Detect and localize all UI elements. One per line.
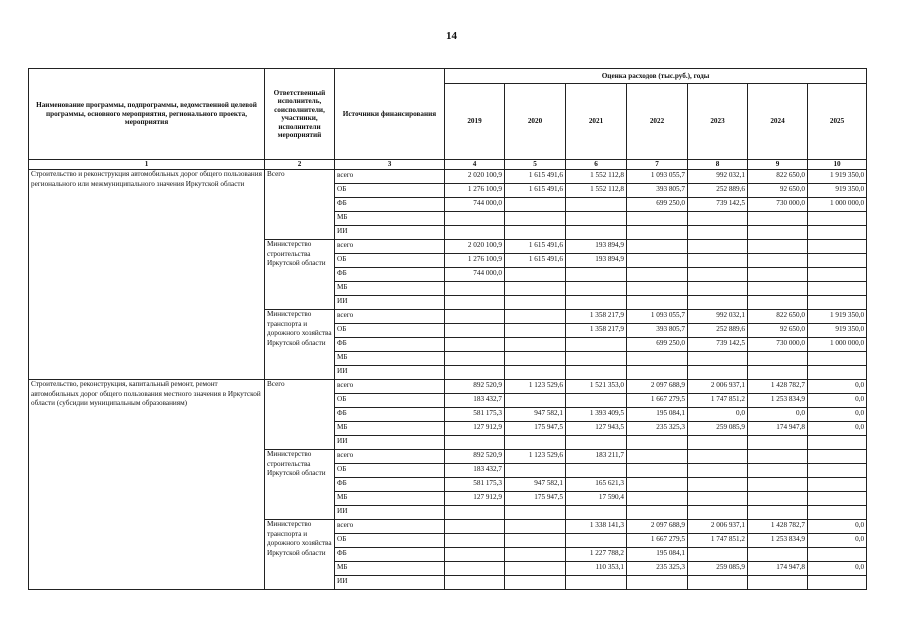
funding-source: ОБ	[335, 464, 445, 478]
amount-cell	[505, 464, 566, 478]
amount-cell: 1 521 353,0	[566, 380, 627, 394]
amount-cell	[808, 436, 867, 450]
funding-source: ОБ	[335, 324, 445, 338]
amount-cell	[505, 394, 566, 408]
funding-source: ФБ	[335, 268, 445, 282]
amount-cell: 1 667 279,5	[627, 534, 688, 548]
amount-cell	[627, 506, 688, 520]
amount-cell	[748, 352, 808, 366]
amount-cell: 1 615 491,6	[505, 170, 566, 184]
amount-cell	[445, 562, 505, 576]
amount-cell	[505, 352, 566, 366]
amount-cell	[748, 268, 808, 282]
amount-cell: 2 020 100,9	[445, 170, 505, 184]
funding-source: ФБ	[335, 548, 445, 562]
amount-cell: 1 393 409,5	[566, 408, 627, 422]
funding-source: всего	[335, 450, 445, 464]
amount-cell	[445, 520, 505, 534]
amount-cell	[808, 352, 867, 366]
column-index: 8	[688, 160, 748, 170]
page-number: 14	[446, 30, 457, 42]
amount-cell	[445, 324, 505, 338]
amount-cell	[808, 268, 867, 282]
header-year: 2025	[808, 84, 867, 160]
amount-cell	[505, 576, 566, 590]
amount-cell: 730 000,0	[748, 198, 808, 212]
amount-cell	[808, 450, 867, 464]
amount-cell: 252 889,6	[688, 184, 748, 198]
amount-cell: 0,0	[808, 534, 867, 548]
amount-cell: 992 032,1	[688, 170, 748, 184]
amount-cell: 175 947,5	[505, 492, 566, 506]
amount-cell	[748, 282, 808, 296]
amount-cell	[505, 282, 566, 296]
amount-cell: 699 250,0	[627, 338, 688, 352]
funding-source: всего	[335, 380, 445, 394]
amount-cell: 0,0	[808, 394, 867, 408]
amount-cell	[808, 576, 867, 590]
amount-cell	[445, 576, 505, 590]
amount-cell	[566, 352, 627, 366]
funding-source: ИИ	[335, 506, 445, 520]
amount-cell	[445, 226, 505, 240]
amount-cell: 744 000,0	[445, 268, 505, 282]
amount-cell	[748, 296, 808, 310]
funding-source: всего	[335, 170, 445, 184]
amount-cell	[566, 198, 627, 212]
amount-cell	[505, 534, 566, 548]
funding-source: ФБ	[335, 408, 445, 422]
amount-cell	[688, 506, 748, 520]
amount-cell	[627, 212, 688, 226]
amount-cell	[748, 450, 808, 464]
funding-source: ИИ	[335, 296, 445, 310]
table-row	[29, 380, 867, 394]
funding-source: ФБ	[335, 478, 445, 492]
amount-cell	[627, 282, 688, 296]
amount-cell: 1 747 851,2	[688, 394, 748, 408]
amount-cell	[808, 366, 867, 380]
amount-cell: 1 358 217,9	[566, 324, 627, 338]
amount-cell: 0,0	[808, 380, 867, 394]
funding-source: ОБ	[335, 184, 445, 198]
header-year: 2019	[445, 84, 505, 160]
amount-cell	[505, 296, 566, 310]
amount-cell	[627, 240, 688, 254]
amount-cell	[688, 366, 748, 380]
amount-cell: 699 250,0	[627, 198, 688, 212]
amount-cell	[808, 254, 867, 268]
amount-cell: 110 353,1	[566, 562, 627, 576]
header-year: 2020	[505, 84, 566, 160]
amount-cell: 581 175,3	[445, 478, 505, 492]
amount-cell	[566, 338, 627, 352]
amount-cell: 235 325,3	[627, 422, 688, 436]
amount-cell: 92 650,0	[748, 324, 808, 338]
amount-cell: 739 142,5	[688, 198, 748, 212]
amount-cell: 744 000,0	[445, 198, 505, 212]
amount-cell	[445, 352, 505, 366]
funding-source: всего	[335, 240, 445, 254]
amount-cell	[566, 576, 627, 590]
header-source: Источники финансирования	[335, 69, 445, 160]
amount-cell	[505, 212, 566, 226]
amount-cell: 127 912,9	[445, 492, 505, 506]
funding-source: МБ	[335, 282, 445, 296]
amount-cell: 393 805,7	[627, 324, 688, 338]
amount-cell	[505, 324, 566, 338]
amount-cell	[445, 506, 505, 520]
amount-cell	[505, 338, 566, 352]
funding-source: ФБ	[335, 338, 445, 352]
funding-source: МБ	[335, 562, 445, 576]
amount-cell	[505, 520, 566, 534]
amount-cell	[688, 576, 748, 590]
amount-cell: 919 350,0	[808, 324, 867, 338]
amount-cell	[566, 534, 627, 548]
measure-name: Строительство и реконструкция автомобильных дорог общего пользования регионального или межмуниципального значения Иркутской области	[29, 170, 265, 380]
amount-cell	[627, 254, 688, 268]
amount-cell	[688, 268, 748, 282]
amount-cell	[566, 394, 627, 408]
amount-cell	[748, 366, 808, 380]
amount-cell: 92 650,0	[748, 184, 808, 198]
amount-cell	[627, 366, 688, 380]
amount-cell: 947 582,1	[505, 408, 566, 422]
header-estimate: Оценка расходов (тыс.руб.), годы	[445, 69, 867, 84]
column-index: 10	[808, 160, 867, 170]
amount-cell: 1 615 491,6	[505, 254, 566, 268]
amount-cell: 2 097 688,9	[627, 520, 688, 534]
amount-cell	[748, 240, 808, 254]
executor-name: Всего	[265, 170, 335, 240]
amount-cell	[808, 282, 867, 296]
amount-cell	[445, 436, 505, 450]
amount-cell	[748, 464, 808, 478]
amount-cell: 0,0	[808, 422, 867, 436]
amount-cell: 127 943,5	[566, 422, 627, 436]
column-index: 1	[29, 160, 265, 170]
amount-cell	[505, 310, 566, 324]
column-index: 4	[445, 160, 505, 170]
column-index: 5	[505, 160, 566, 170]
amount-cell: 175 947,5	[505, 422, 566, 436]
expenditure-table	[28, 68, 867, 590]
amount-cell	[688, 282, 748, 296]
amount-cell: 1 338 141,3	[566, 520, 627, 534]
amount-cell: 2 020 100,9	[445, 240, 505, 254]
amount-cell: 730 000,0	[748, 338, 808, 352]
amount-cell	[748, 576, 808, 590]
funding-source: ИИ	[335, 366, 445, 380]
amount-cell: 1 919 350,0	[808, 310, 867, 324]
funding-source: ОБ	[335, 254, 445, 268]
amount-cell	[688, 254, 748, 268]
amount-cell	[627, 464, 688, 478]
amount-cell	[748, 548, 808, 562]
header-name: Наименование программы, подпрограммы, ведомственной целевой программы, основного мероприятия, регионального проекта, мероприятия	[29, 69, 265, 160]
amount-cell	[688, 352, 748, 366]
amount-cell	[445, 282, 505, 296]
amount-cell: 235 325,3	[627, 562, 688, 576]
amount-cell	[688, 212, 748, 226]
funding-source: МБ	[335, 492, 445, 506]
amount-cell	[505, 562, 566, 576]
amount-cell	[445, 310, 505, 324]
amount-cell	[688, 492, 748, 506]
header-executor: Ответственный исполнитель, соисполнители, участники, исполнители мероприятий	[265, 69, 335, 160]
amount-cell	[566, 282, 627, 296]
amount-cell: 0,0	[748, 408, 808, 422]
amount-cell	[505, 268, 566, 282]
column-index: 7	[627, 160, 688, 170]
amount-cell	[627, 226, 688, 240]
measure-name: Строительство, реконструкция, капитальный ремонт, ремонт автомобильных дорог общего пользования местного значения в Иркутской области (субсидии муниципальным образованиям)	[29, 380, 265, 590]
funding-source: МБ	[335, 422, 445, 436]
amount-cell	[445, 338, 505, 352]
column-index: 2	[265, 160, 335, 170]
amount-cell	[688, 478, 748, 492]
amount-cell: 393 805,7	[627, 184, 688, 198]
header-year: 2021	[566, 84, 627, 160]
amount-cell	[808, 212, 867, 226]
amount-cell	[808, 506, 867, 520]
amount-cell	[505, 436, 566, 450]
amount-cell: 0,0	[808, 520, 867, 534]
amount-cell	[748, 212, 808, 226]
amount-cell: 822 650,0	[748, 310, 808, 324]
amount-cell: 581 175,3	[445, 408, 505, 422]
amount-cell	[566, 366, 627, 380]
executor-name: Министерство транспорта и дорожного хозяйства Иркутской области	[265, 310, 335, 380]
funding-source: ОБ	[335, 394, 445, 408]
amount-cell	[748, 436, 808, 450]
table-row	[29, 170, 867, 184]
amount-cell	[445, 366, 505, 380]
amount-cell: 1 919 350,0	[808, 170, 867, 184]
amount-cell	[688, 436, 748, 450]
funding-source: ИИ	[335, 576, 445, 590]
amount-cell: 259 085,9	[688, 422, 748, 436]
amount-cell	[445, 548, 505, 562]
amount-cell	[808, 464, 867, 478]
funding-source: ФБ	[335, 198, 445, 212]
amount-cell	[505, 366, 566, 380]
amount-cell: 1 093 055,7	[627, 170, 688, 184]
amount-cell	[627, 436, 688, 450]
amount-cell: 1 123 529,6	[505, 380, 566, 394]
amount-cell	[505, 226, 566, 240]
amount-cell	[748, 492, 808, 506]
amount-cell	[808, 492, 867, 506]
amount-cell: 1 428 782,7	[748, 380, 808, 394]
amount-cell	[566, 268, 627, 282]
amount-cell: 2 006 937,1	[688, 380, 748, 394]
amount-cell: 0,0	[808, 562, 867, 576]
amount-cell	[445, 212, 505, 226]
amount-cell: 1 428 782,7	[748, 520, 808, 534]
amount-cell	[688, 450, 748, 464]
funding-source: МБ	[335, 352, 445, 366]
amount-cell	[748, 226, 808, 240]
amount-cell	[688, 548, 748, 562]
funding-source: ОБ	[335, 534, 445, 548]
amount-cell: 992 032,1	[688, 310, 748, 324]
amount-cell: 1 552 112,8	[566, 184, 627, 198]
amount-cell	[808, 296, 867, 310]
amount-cell: 1 615 491,6	[505, 184, 566, 198]
amount-cell	[748, 478, 808, 492]
amount-cell	[627, 450, 688, 464]
funding-source: всего	[335, 310, 445, 324]
header-year: 2023	[688, 84, 748, 160]
amount-cell: 919 350,0	[808, 184, 867, 198]
amount-cell	[566, 464, 627, 478]
column-index: 3	[335, 160, 445, 170]
amount-cell: 739 142,5	[688, 338, 748, 352]
amount-cell	[445, 296, 505, 310]
amount-cell: 174 947,8	[748, 422, 808, 436]
amount-cell: 1 276 100,9	[445, 254, 505, 268]
amount-cell: 17 590,4	[566, 492, 627, 506]
amount-cell	[748, 254, 808, 268]
amount-cell	[808, 548, 867, 562]
amount-cell: 1 000 000,0	[808, 198, 867, 212]
column-index: 6	[566, 160, 627, 170]
funding-source: ИИ	[335, 226, 445, 240]
amount-cell: 1 123 529,6	[505, 450, 566, 464]
amount-cell	[748, 506, 808, 520]
funding-source: ИИ	[335, 436, 445, 450]
amount-cell	[808, 478, 867, 492]
amount-cell	[627, 492, 688, 506]
amount-cell: 1 093 055,7	[627, 310, 688, 324]
amount-cell	[566, 296, 627, 310]
amount-cell: 165 621,3	[566, 478, 627, 492]
amount-cell	[566, 212, 627, 226]
amount-cell	[505, 198, 566, 212]
amount-cell: 1 747 851,2	[688, 534, 748, 548]
header-year: 2024	[748, 84, 808, 160]
amount-cell	[566, 226, 627, 240]
amount-cell: 195 084,1	[627, 548, 688, 562]
amount-cell	[688, 240, 748, 254]
funding-source: МБ	[335, 212, 445, 226]
amount-cell: 174 947,8	[748, 562, 808, 576]
amount-cell: 1 000 000,0	[808, 338, 867, 352]
amount-cell: 947 582,1	[505, 478, 566, 492]
amount-cell	[688, 226, 748, 240]
amount-cell	[688, 296, 748, 310]
executor-name: Министерство строительства Иркутской области	[265, 240, 335, 310]
amount-cell: 1 253 834,9	[748, 394, 808, 408]
amount-cell	[505, 506, 566, 520]
amount-cell	[627, 576, 688, 590]
funding-source: всего	[335, 520, 445, 534]
amount-cell: 2 006 937,1	[688, 520, 748, 534]
amount-cell: 193 894,9	[566, 240, 627, 254]
amount-cell: 892 520,9	[445, 450, 505, 464]
amount-cell: 1 276 100,9	[445, 184, 505, 198]
amount-cell: 1 358 217,9	[566, 310, 627, 324]
amount-cell	[688, 464, 748, 478]
executor-name: Министерство строительства Иркутской области	[265, 450, 335, 520]
amount-cell: 127 912,9	[445, 422, 505, 436]
amount-cell: 1 227 788,2	[566, 548, 627, 562]
amount-cell: 1 615 491,6	[505, 240, 566, 254]
executor-name: Всего	[265, 380, 335, 450]
amount-cell: 195 084,1	[627, 408, 688, 422]
amount-cell: 0,0	[688, 408, 748, 422]
amount-cell: 183 211,7	[566, 450, 627, 464]
amount-cell	[627, 268, 688, 282]
amount-cell	[627, 352, 688, 366]
amount-cell: 193 894,9	[566, 254, 627, 268]
amount-cell: 822 650,0	[748, 170, 808, 184]
amount-cell	[808, 240, 867, 254]
amount-cell: 259 085,9	[688, 562, 748, 576]
amount-cell	[505, 548, 566, 562]
amount-cell	[627, 478, 688, 492]
amount-cell: 2 097 688,9	[627, 380, 688, 394]
amount-cell: 1 253 834,9	[748, 534, 808, 548]
amount-cell: 1 552 112,8	[566, 170, 627, 184]
amount-cell: 183 432,7	[445, 464, 505, 478]
amount-cell: 183 432,7	[445, 394, 505, 408]
amount-cell: 1 667 279,5	[627, 394, 688, 408]
column-index: 9	[748, 160, 808, 170]
amount-cell	[445, 534, 505, 548]
amount-cell	[566, 436, 627, 450]
amount-cell: 0,0	[808, 408, 867, 422]
amount-cell	[627, 296, 688, 310]
executor-name: Министерство транспорта и дорожного хозяйства Иркутской области	[265, 520, 335, 590]
amount-cell	[808, 226, 867, 240]
amount-cell: 252 889,6	[688, 324, 748, 338]
header-year: 2022	[627, 84, 688, 160]
amount-cell	[566, 506, 627, 520]
amount-cell: 892 520,9	[445, 380, 505, 394]
